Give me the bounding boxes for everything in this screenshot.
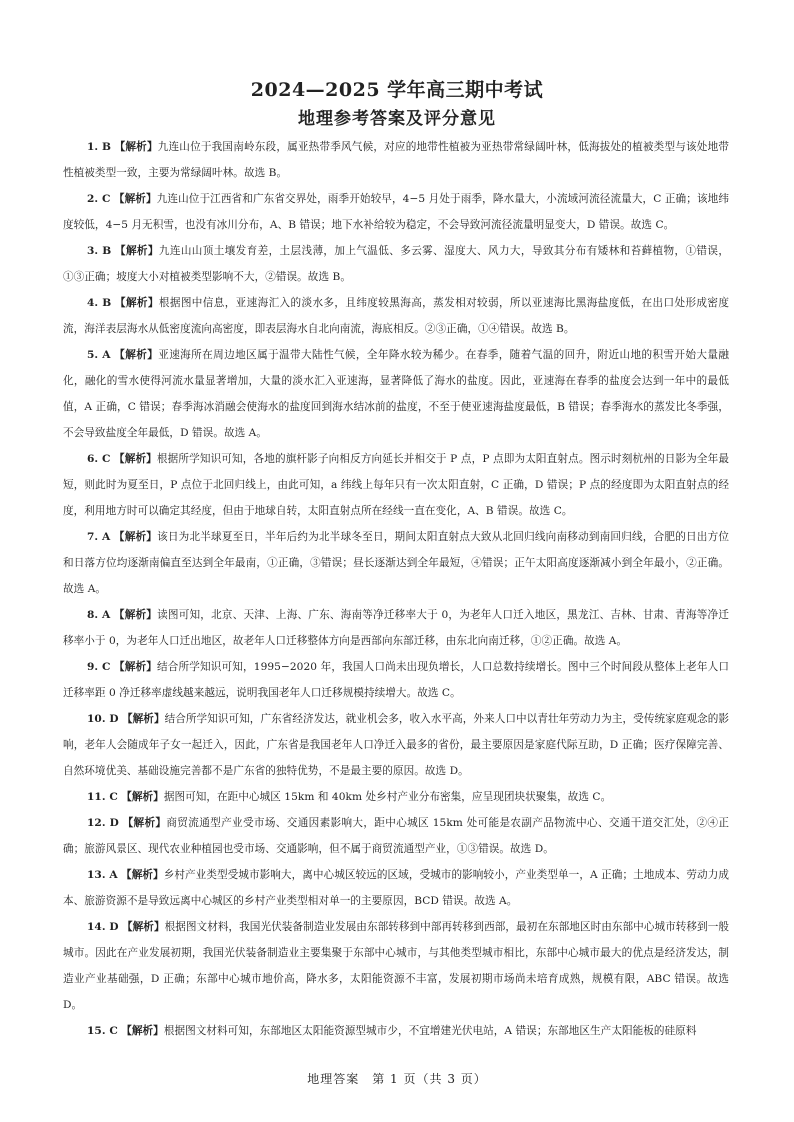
analysis-tag: 【解析】 [114,141,158,153]
analysis-tag: 【解析】 [113,609,158,621]
answer-key-subtitle: 地理参考答案及评分意见 [298,109,496,129]
answer-explanation: 据图可知，在距中心城区 15km 和 40km 处乡村产业分布密集，应呈现团块状聚集，故选 C。 [163,791,612,803]
analysis-tag: 【解析】 [113,193,157,205]
answer-item [63,602,729,654]
answer-number: 4. B [87,297,112,309]
analysis-tag: 【解析】 [113,453,157,465]
answer-explanation: 商贸流通型产业受市场、交通因素影响大，距中心城区 15km 处可能是农副产品物流中心、交通干道交汇处，②④正确；旅游风景区、现代农业种植园也受市场、交通影响，但不属于商贸流通型产业，①③错误。故选 D。 [63,817,729,855]
answer-number: 1. B [87,141,112,153]
answer-explanation: 根据所学知识可知，各地的旗杆影子向相反方向延长并相交于 P 点，P 点即为太阳直射点。图示时刻杭州的日影为全年最短，则此时为夏至日，P 点位于北回归线上，由此可知，a 纬线上每年只有一次太阳直射，C 正确，D 错误；P 点的经度即为太阳直射点的经度，利用地方时可以确定其经度，但由于地球自转，太阳直射点所在经线一直在变化，A、B 错误。故选 C。 [63,453,730,517]
analysis-tag: 【解析】 [114,349,159,361]
answer-item [63,342,729,446]
answer-number: 8. A [87,609,111,621]
answer-explanation: 结合所学知识可知，1995−2020 年，我国人口尚未出现负增长，人口总数持续增长。图中三个时间段从整体上老年人口迁移率距 0 净迁移率虚线越来越远，说明我国老年人口迁移规模持续增大。故选 C。 [63,661,730,699]
analysis-tag: 【解析】 [121,1025,164,1037]
page-footer: 地理答案 第 1 页（共 3 页） [307,1072,487,1086]
answer-item [63,238,729,290]
answer-item [63,1018,729,1044]
answer-item [63,654,729,706]
analysis-tag: 【解析】 [122,817,167,829]
answer-explanation: 根据图中信息，亚速海汇入的淡水多，且纬度较黑海高，蒸发相对较弱，所以亚速海比黑海盐度低，在出口处形成密度流，海洋表层海水从低密度流向高密度，即表层海水自北向南流，海底相反。②③正确，①④错误。故选 B。 [63,297,729,335]
answer-item [63,862,729,914]
exam-title: 2024—2025 学年高三期中考试 [250,79,544,101]
answer-item [63,784,729,810]
answer-item [63,706,729,784]
answer-item [63,290,729,342]
answer-number: 3. B [87,245,112,257]
answer-explanation: 亚速海所在周边地区属于温带大陆性气候，全年降水较为稀少。在春季，随着气温的回升，附近山地的积雪开始大量融化，融化的雪水使得河流水量显著增加，大量的淡水汇入亚速海，显著降低了海水的盐度。因此，亚速海在春季的盐度会达到一年中的最低值，A 正确，C 错误；春季海冰消融会使海水的盐度回到海水结冰前的盐度，不至于使亚速海盐度最低，B 错误；春季海水的蒸发比冬季强，不会导致盐度全年最低，D 错误。故选 A。 [63,349,729,439]
answer-explanation: 读图可知，北京、天津、上海、广东、海南等净迁移率大于 0，为老年人口迁入地区，黑龙江、吉林、甘肃、青海等净迁移率小于 0，为老年人口迁出地区，故老年人口迁移整体方向是西部向东部迁移，由东北向南迁移，①②正确。故选 A。 [63,609,729,647]
answer-number: 9. C [87,661,111,673]
answer-explanation: 九连山位于江西省和广东省交界处，雨季开始较早，4−5 月处于雨季，降水量大，小流域河流径流量大，C 正确；该地纬度较低，4−5 月无积雪，也没有冰川分布，A、B 错误；地下水补给较为稳定，不会导致河流径流量明显变大，D 错误。故选 C。 [63,193,729,231]
answer-item [63,134,729,186]
answer-item [63,446,729,524]
analysis-tag: 【解析】 [122,921,165,933]
analysis-tag: 【解析】 [113,531,158,543]
answer-number: 12. D [87,817,119,829]
answer-explanation: 根据图文材料可知，东部地区太阳能资源型城市少，不宜增建光伏电站，A 错误；东部地区生产太阳能板的硅原料 [163,1025,697,1037]
analysis-tag: 【解析】 [121,791,164,803]
answer-explanation: 根据图文材料，我国光伏装备制造业发展由东部转移到中部再转移到西部，最初在东部地区时由东部中心城市转移到一般城市。因此在产业发展初期，我国光伏装备制造业主要集聚于东部中心城市，与其他类型城市相比，东部中心城市最大的优点是经济发达，制造业产业基础强，D 正确；东部中心城市地价高，降水多，太阳能资源不丰富，发展初期市场尚未培育成熟，规模有限，ABC 错误。故选 D。 [63,921,730,1011]
answer-number: 6. C [87,453,111,465]
analysis-tag: 【解析】 [122,713,165,725]
analysis-tag: 【解析】 [114,297,159,309]
answer-explanation: 该日为北半球夏至日，半年后约为北半球冬至日，期间太阳直射点大致从北回归线向南移动到南回归线，合肥的日出方位和日落方位均逐渐南偏直至达到全年最南，①正确，③错误；昼长逐渐达到全年最短，④错误；正午太阳高度逐渐减小到全年最小，②正确。故选 A。 [63,531,730,595]
answer-explanation: 结合所学知识可知，广东省经济发达，就业机会多，收入水平高，外来人口中以青壮年劳动力为主，受传统家庭观念的影响，老年人会随成年子女一起迁入，因此，广东省是我国老年人口净迁入最多的省份，最主要原因是家庭代际互助，D 正确；医疗保障完善、自然环境优美、基础设施完善都不是广东省的独特优势，不是最主要的原因。故选 D。 [63,713,730,777]
answer-explanation: 九连山山顶土壤发育差，土层浅薄，加上气温低、多云雾、湿度大、风力大，导致其分布有矮林和苔藓植物，①错误，①③正确；坡度大小对植被类型影响不大，②错误。故选 B。 [63,245,729,283]
answer-number: 14. D [87,921,119,933]
answer-number: 5. A [87,349,111,361]
answer-number: 13. A [87,869,118,881]
answer-item [63,810,729,862]
answer-explanation: 九连山位于我国南岭东段，属亚热带季风气候，对应的地带性植被为亚热带常绿阔叶林，低海拔处的植被类型与该处地带性植被类型一致，主要为常绿阔叶林。故选 B。 [63,141,729,179]
answer-item [63,914,729,1018]
analysis-tag: 【解析】 [114,661,158,673]
answer-number: 15. C [87,1025,118,1037]
analysis-tag: 【解析】 [121,869,164,881]
analysis-tag: 【解析】 [114,245,159,257]
answer-number: 10. D [87,713,119,725]
answer-number: 7. A [87,531,111,543]
answer-item [63,524,729,602]
answer-number: 2. C [87,193,111,205]
answer-item [63,186,729,238]
answer-explanation: 乡村产业类型受城市影响大，离中心城区较远的区域，受城市的影响较小，产业类型单一，A 正确；土地成本、劳动力成本、旅游资源不是导致远离中心城区的乡村产业类型相对单一的主要原因，BCD 错误。故选 A。 [63,869,730,907]
answer-list [63,134,729,1044]
answer-number: 11. C [87,791,118,803]
